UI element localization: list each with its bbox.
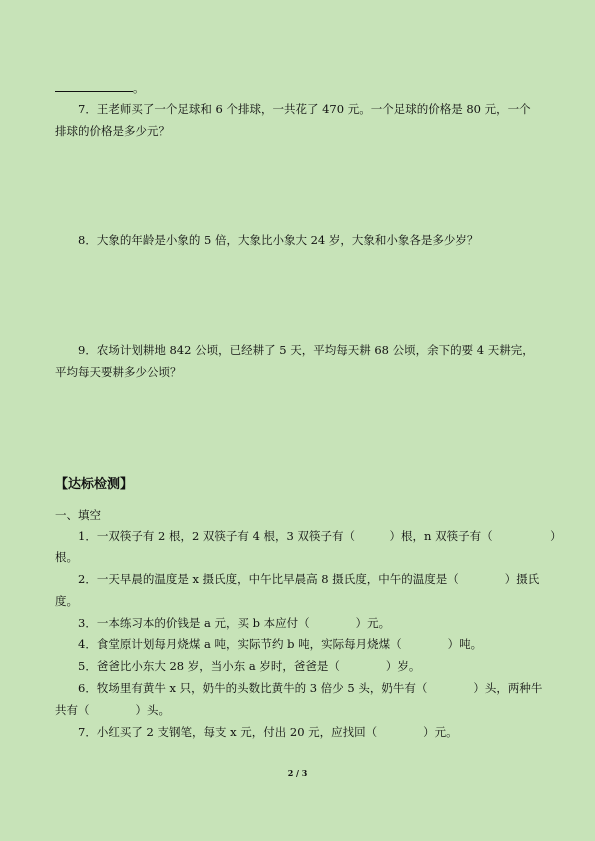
section-title: 【达标检测】 bbox=[55, 477, 134, 492]
part-heading: 一、填空 bbox=[55, 508, 101, 522]
fill-4-line1: 4．食堂原计划每月烧煤 a 吨，实际节约 b 吨，实际每月烧煤（ ）吨。 bbox=[78, 637, 483, 651]
page-number: 2 / 3 bbox=[287, 768, 308, 778]
answer-blank-line bbox=[55, 80, 545, 96]
period-mark: 。 bbox=[133, 81, 145, 95]
fill-6-line1: 6．牧场里有黄牛 x 只，奶牛的头数比黄牛的 3 倍少 5 头，奶牛有（ ）头，两种牛 bbox=[78, 681, 543, 695]
fill-2-line1: 2．一天早晨的温度是 x 摄氏度，中午比早晨高 8 摄氏度，中午的温度是（ ）摄氏 bbox=[78, 572, 540, 586]
fill-2-line2: 度。 bbox=[55, 594, 78, 608]
question-8-line1: 8．大象的年龄是小象的 5 倍，大象比小象大 24 岁，大象和小象各是多少岁？ bbox=[78, 233, 479, 247]
question-9-line2: 平均每天要耕多少公顷？ bbox=[55, 365, 182, 379]
fill-1-line2: 根。 bbox=[55, 550, 78, 564]
fill-5-line1: 5．爸爸比小东大 28 岁，当小东 a 岁时，爸爸是（ ）岁。 bbox=[78, 659, 421, 673]
question-9-line1: 9．农场计划耕地 842 公顷，已经耕了 5 天，平均每天耕 68 公顷，余下的要 4 天耕完， bbox=[78, 343, 534, 357]
fill-1-line1: 1．一双筷子有 2 根，2 双筷子有 4 根，3 双筷子有（ ）根，n 双筷子有（ ） bbox=[78, 529, 562, 543]
fill-3-line1: 3．一本练习本的价钱是 a 元，买 b 本应付（ ）元。 bbox=[78, 616, 391, 630]
answer-underline bbox=[55, 80, 133, 92]
question-7-line2: 排球的价格是多少元？ bbox=[55, 124, 170, 138]
fill-6-line2: 共有（ ）头。 bbox=[55, 703, 170, 717]
question-7-line1: 7．王老师买了一个足球和 6 个排球，一共花了 470 元。一个足球的价格是 80 元，一个 bbox=[78, 102, 531, 116]
fill-7-line1: 7．小红买了 2 支钢笔，每支 x 元，付出 20 元，应找回（ ）元。 bbox=[78, 725, 458, 739]
